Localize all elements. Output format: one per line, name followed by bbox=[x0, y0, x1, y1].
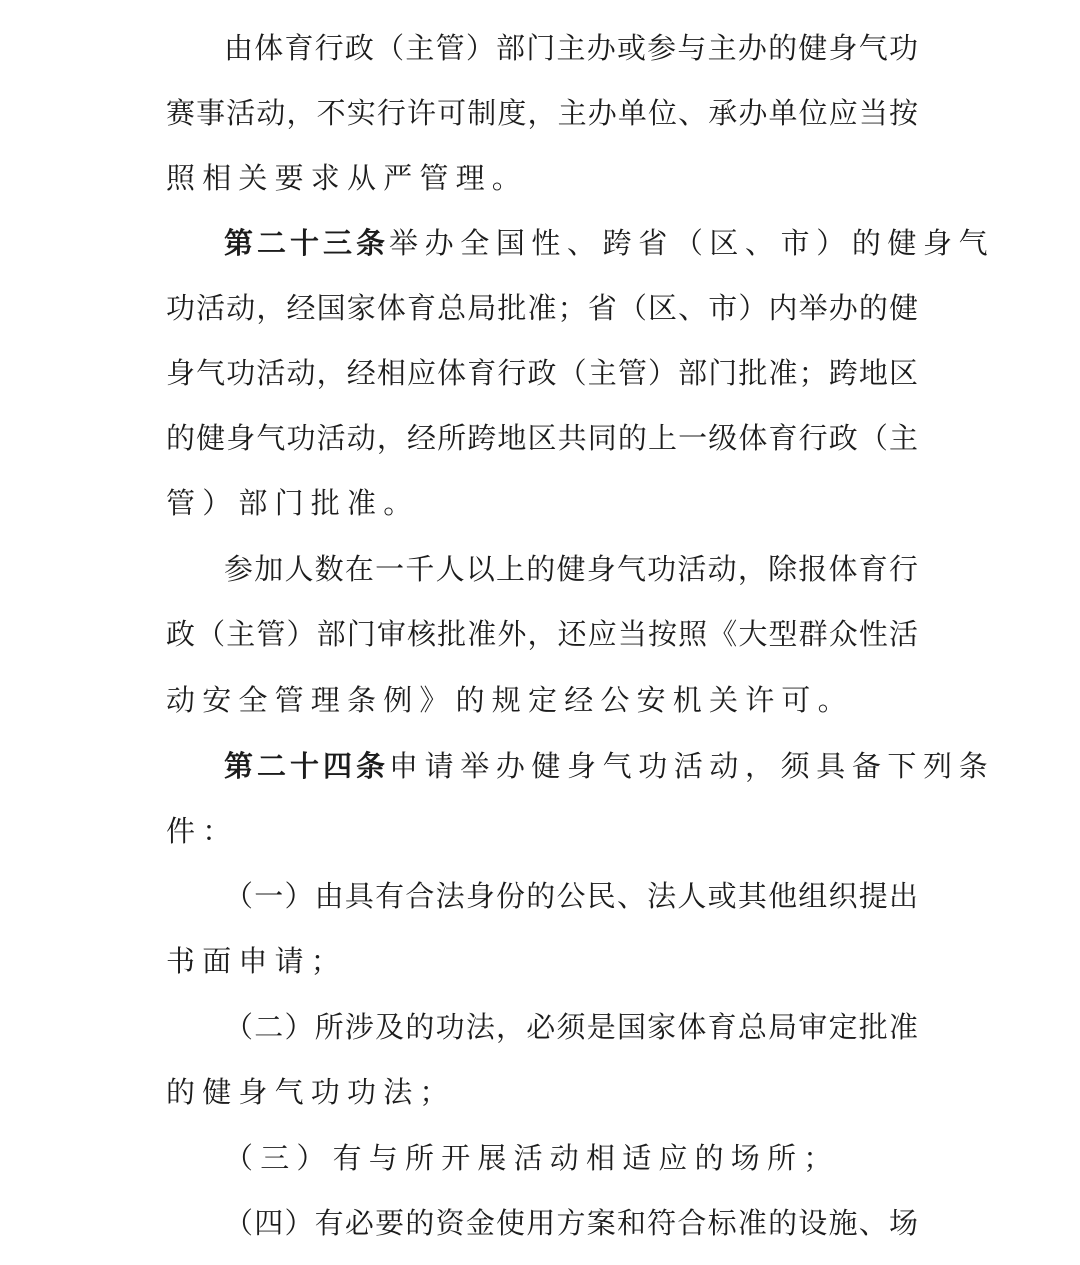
paragraph-line: 件： bbox=[166, 814, 239, 848]
paragraph-line: 政（主管）部门审核批准外，还应当按照《大型群众性活 bbox=[166, 617, 918, 651]
paragraph-line: 参加人数在一千人以上的健身气功活动，除报体育行 bbox=[224, 552, 918, 586]
list-item-line: （一）由具有合法身份的公民、法人或其他组织提出 bbox=[224, 879, 918, 913]
article-24-text: 申请举办健身气功活动，须具备下列条 bbox=[389, 749, 995, 783]
list-item-line: （三）有与所开展活动相适应的场所； bbox=[224, 1141, 840, 1175]
paragraph-line: 照相关要求从严管理。 bbox=[166, 161, 529, 195]
list-item-line: 的健身气功功法； bbox=[166, 1075, 456, 1109]
list-item-line: （二）所涉及的功法，必须是国家体育总局审定批准 bbox=[224, 1010, 918, 1044]
article-23-text: 举办全国性、跨省（区、市）的健身气 bbox=[389, 226, 995, 260]
paragraph-line: 管）部门批准。 bbox=[166, 486, 420, 520]
paragraph-line: 由体育行政（主管）部门主办或参与主办的健身气功 bbox=[224, 31, 918, 65]
article-23-first-line bbox=[224, 223, 995, 263]
paragraph-line: 赛事活动，不实行许可制度，主办单位、承办单位应当按 bbox=[166, 96, 918, 130]
paragraph-line: 动安全管理条例》的规定经公安机关许可。 bbox=[166, 683, 854, 717]
article-23-heading: 第二十三条 bbox=[224, 226, 390, 260]
paragraph-line: 功活动，经国家体育总局批准；省（区、市）内举办的健 bbox=[166, 291, 918, 325]
list-item-line: （四）有必要的资金使用方案和符合标准的设施、场 bbox=[224, 1206, 918, 1240]
paragraph-line: 身气功活动，经相应体育行政（主管）部门批准；跨地区 bbox=[166, 356, 918, 390]
paragraph-line: 的健身气功活动，经所跨地区共同的上一级体育行政（主 bbox=[166, 421, 918, 455]
list-item-line: 书面申请； bbox=[166, 944, 348, 978]
article-24-heading: 第二十四条 bbox=[224, 749, 390, 783]
article-24-first-line bbox=[224, 746, 995, 786]
